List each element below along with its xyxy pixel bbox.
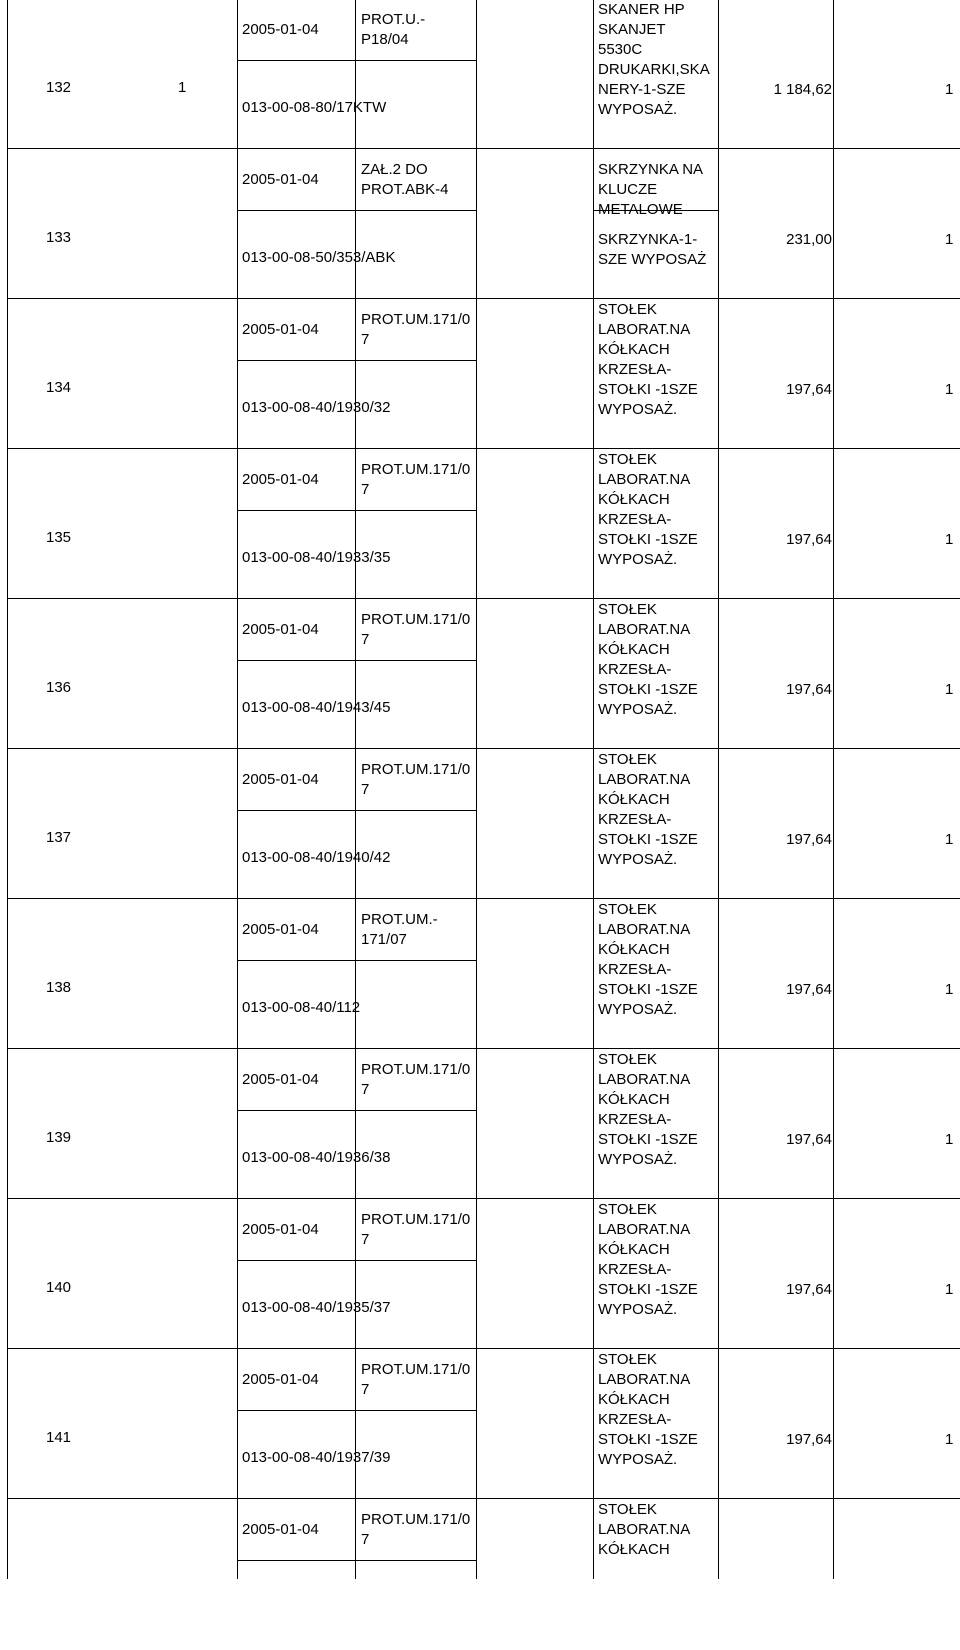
description-line: SKRZYNKA NA	[598, 161, 704, 178]
description-line: STOŁKI -1SZE	[598, 381, 698, 398]
row-number: 139	[46, 1129, 72, 1146]
inventory-code: 013-00-08-50/353/ABK	[242, 249, 396, 266]
row-number: 132	[46, 79, 72, 96]
quantity: 1	[945, 231, 954, 248]
description-line: KÓŁKACH	[598, 1241, 670, 1258]
asset-value: 197,64	[786, 1131, 832, 1148]
description-line: NERY-1-SZE	[598, 81, 686, 98]
table-row	[0, 1500, 960, 1650]
asset-value: 197,64	[786, 981, 832, 998]
acquisition-date: 2005-01-04	[242, 921, 319, 938]
description-line: WYPOSAŻ.	[598, 1451, 678, 1468]
description-line: METALOWE	[598, 201, 683, 218]
inventory-code: 013-00-08-40/1936/38	[242, 1149, 391, 1166]
asset-value: 1 184,62	[773, 81, 832, 98]
description-line: STOŁEK	[598, 1201, 657, 1218]
row-divider	[7, 1048, 960, 1049]
inventory-code: 013-00-08-40/1937/39	[242, 1449, 391, 1466]
description-line: LABORAT.NA	[598, 1521, 691, 1538]
protocol-line: 7	[361, 331, 370, 348]
description-line: WYPOSAŻ.	[598, 851, 678, 868]
description-line: KÓŁKACH	[598, 941, 670, 958]
protocol-line: PROT.UM.171/0	[361, 311, 471, 328]
row-divider	[7, 748, 960, 749]
description-line: LABORAT.NA	[598, 771, 691, 788]
asset-value: 197,64	[786, 1281, 832, 1298]
description-line: STOŁEK	[598, 451, 657, 468]
description-line: KÓŁKACH	[598, 641, 670, 658]
inventory-code: 013-00-08-80/17KTW	[242, 99, 387, 116]
row-divider	[7, 1348, 960, 1349]
row-divider	[7, 148, 960, 149]
description-line: KÓŁKACH	[598, 1391, 670, 1408]
description-line: LABORAT.NA	[598, 621, 691, 638]
description-line: STOŁKI -1SZE	[598, 1431, 698, 1448]
description-line: KRZESŁA-	[598, 961, 672, 978]
row-divider	[7, 298, 960, 299]
quantity: 1	[945, 831, 954, 848]
row-subnumber: 1	[178, 79, 187, 96]
description-line: STOŁEK	[598, 901, 657, 918]
row-divider	[7, 898, 960, 899]
protocol-line: PROT.UM.171/0	[361, 1361, 471, 1378]
acquisition-date: 2005-01-04	[242, 1371, 319, 1388]
acquisition-date: 2005-01-04	[242, 321, 319, 338]
row-divider	[7, 1498, 960, 1499]
description-line: WYPOSAŻ.	[598, 1151, 678, 1168]
description-line: STOŁKI -1SZE	[598, 831, 698, 848]
table-row	[0, 0, 960, 150]
table-row	[0, 150, 960, 300]
description-line: STOŁKI -1SZE	[598, 531, 698, 548]
protocol-line: 7	[361, 781, 370, 798]
description-line: KRZESŁA-	[598, 661, 672, 678]
description-line: KÓŁKACH	[598, 341, 670, 358]
description-line: LABORAT.NA	[598, 321, 691, 338]
description-line: 5530C	[598, 41, 643, 58]
acquisition-date: 2005-01-04	[242, 621, 319, 638]
quantity: 1	[945, 1281, 954, 1298]
table-row	[0, 1200, 960, 1350]
row-number: 135	[46, 529, 72, 546]
description-line: LABORAT.NA	[598, 1221, 691, 1238]
description-line: STOŁEK	[598, 1351, 657, 1368]
acquisition-date: 2005-01-04	[242, 1071, 319, 1088]
description-line: STOŁKI -1SZE	[598, 1131, 698, 1148]
description-line: WYPOSAŻ.	[598, 1301, 678, 1318]
inventory-code: 013-00-08-40/1935/37	[242, 1299, 391, 1316]
inventory-code: 013-00-08-40/1940/42	[242, 849, 391, 866]
description-line: SKANJET	[598, 21, 666, 38]
table-row	[0, 1050, 960, 1200]
row-number: 136	[46, 679, 72, 696]
description-line: WYPOSAŻ.	[598, 1001, 678, 1018]
asset-value: 197,64	[786, 1431, 832, 1448]
description-line: STOŁEK	[598, 1501, 657, 1518]
asset-value: 197,64	[786, 681, 832, 698]
description-line: DRUKARKI,SKA	[598, 61, 710, 78]
table-row	[0, 750, 960, 900]
quantity: 1	[945, 1431, 954, 1448]
description-line: SKRZYNKA-1-	[598, 231, 698, 248]
description-line: SKANER HP	[598, 1, 685, 18]
description-line: STOŁEK	[598, 751, 657, 768]
description-line: KRZESŁA-	[598, 811, 672, 828]
table-row	[0, 1350, 960, 1500]
quantity: 1	[945, 981, 954, 998]
row-number: 133	[46, 229, 72, 246]
description-line: KRZESŁA-	[598, 361, 672, 378]
protocol-line: PROT.UM.171/0	[361, 1211, 471, 1228]
description-line: WYPOSAŻ.	[598, 701, 678, 718]
inventory-code: 013-00-08-40/1933/35	[242, 549, 391, 566]
inventory-code: 013-00-08-40/112	[242, 999, 361, 1016]
description-line: LABORAT.NA	[598, 1071, 691, 1088]
description-line: KRZESŁA-	[598, 511, 672, 528]
protocol-line: 7	[361, 1081, 370, 1098]
table-row	[0, 300, 960, 450]
protocol-line: PROT.UM.171/0	[361, 461, 471, 478]
protocol-line: P18/04	[361, 31, 409, 48]
table-row	[0, 450, 960, 600]
description-line: STOŁKI -1SZE	[598, 681, 698, 698]
description-line: KÓŁKACH	[598, 1541, 670, 1558]
description-line: SZE WYPOSAŻ	[598, 251, 707, 268]
protocol-line: ZAŁ.2 DO	[361, 161, 428, 178]
protocol-line: PROT.ABK-4	[361, 181, 449, 198]
protocol-line: 7	[361, 631, 370, 648]
description-line: LABORAT.NA	[598, 921, 691, 938]
acquisition-date: 2005-01-04	[242, 771, 319, 788]
asset-value: 197,64	[786, 381, 832, 398]
description-line: STOŁEK	[598, 1051, 657, 1068]
table-row	[0, 900, 960, 1050]
inventory-code: 013-00-08-40/1930/32	[242, 399, 391, 416]
description-line: STOŁKI -1SZE	[598, 1281, 698, 1298]
quantity: 1	[945, 81, 954, 98]
quantity: 1	[945, 681, 954, 698]
description-line: KÓŁKACH	[598, 491, 670, 508]
description-line: KLUCZE	[598, 181, 658, 198]
description-line: KÓŁKACH	[598, 791, 670, 808]
protocol-line: 7	[361, 1531, 370, 1548]
acquisition-date: 2005-01-04	[242, 1221, 319, 1238]
description-line: STOŁEK	[598, 601, 657, 618]
description-line: STOŁEK	[598, 301, 657, 318]
row-number: 138	[46, 979, 72, 996]
acquisition-date: 2005-01-04	[242, 471, 319, 488]
description-line: WYPOSAŻ.	[598, 401, 678, 418]
row-number: 134	[46, 379, 72, 396]
description-line: STOŁKI -1SZE	[598, 981, 698, 998]
row-number: 140	[46, 1279, 72, 1296]
asset-value: 231,00	[786, 231, 832, 248]
protocol-line: PROT.UM.171/0	[361, 1061, 471, 1078]
asset-value: 197,64	[786, 831, 832, 848]
description-line: KÓŁKACH	[598, 1091, 670, 1108]
description-line: WYPOSAŻ.	[598, 551, 678, 568]
description-line: KRZESŁA-	[598, 1111, 672, 1128]
protocol-line: 171/07	[361, 931, 407, 948]
quantity: 1	[945, 1131, 954, 1148]
table-row	[0, 600, 960, 750]
quantity: 1	[945, 381, 954, 398]
description-line: LABORAT.NA	[598, 471, 691, 488]
protocol-line: PROT.U.-	[361, 11, 426, 28]
description-line: KRZESŁA-	[598, 1261, 672, 1278]
protocol-line: PROT.UM.-	[361, 911, 438, 928]
protocol-line: PROT.UM.171/0	[361, 1511, 471, 1528]
protocol-line: 7	[361, 1381, 370, 1398]
protocol-line: PROT.UM.171/0	[361, 761, 471, 778]
row-divider	[7, 1198, 960, 1199]
description-line: LABORAT.NA	[598, 1371, 691, 1388]
acquisition-date: 2005-01-04	[242, 1521, 319, 1538]
description-line: KRZESŁA-	[598, 1411, 672, 1428]
description-line: WYPOSAŻ.	[598, 101, 678, 118]
row-divider	[7, 448, 960, 449]
row-number: 141	[46, 1429, 72, 1446]
asset-value: 197,64	[786, 531, 832, 548]
inventory-code: 013-00-08-40/1943/45	[242, 699, 391, 716]
acquisition-date: 2005-01-04	[242, 21, 319, 38]
protocol-line: 7	[361, 1231, 370, 1248]
acquisition-date: 2005-01-04	[242, 171, 319, 188]
quantity: 1	[945, 531, 954, 548]
row-divider	[7, 598, 960, 599]
protocol-line: PROT.UM.171/0	[361, 611, 471, 628]
row-number: 137	[46, 829, 72, 846]
protocol-line: 7	[361, 481, 370, 498]
